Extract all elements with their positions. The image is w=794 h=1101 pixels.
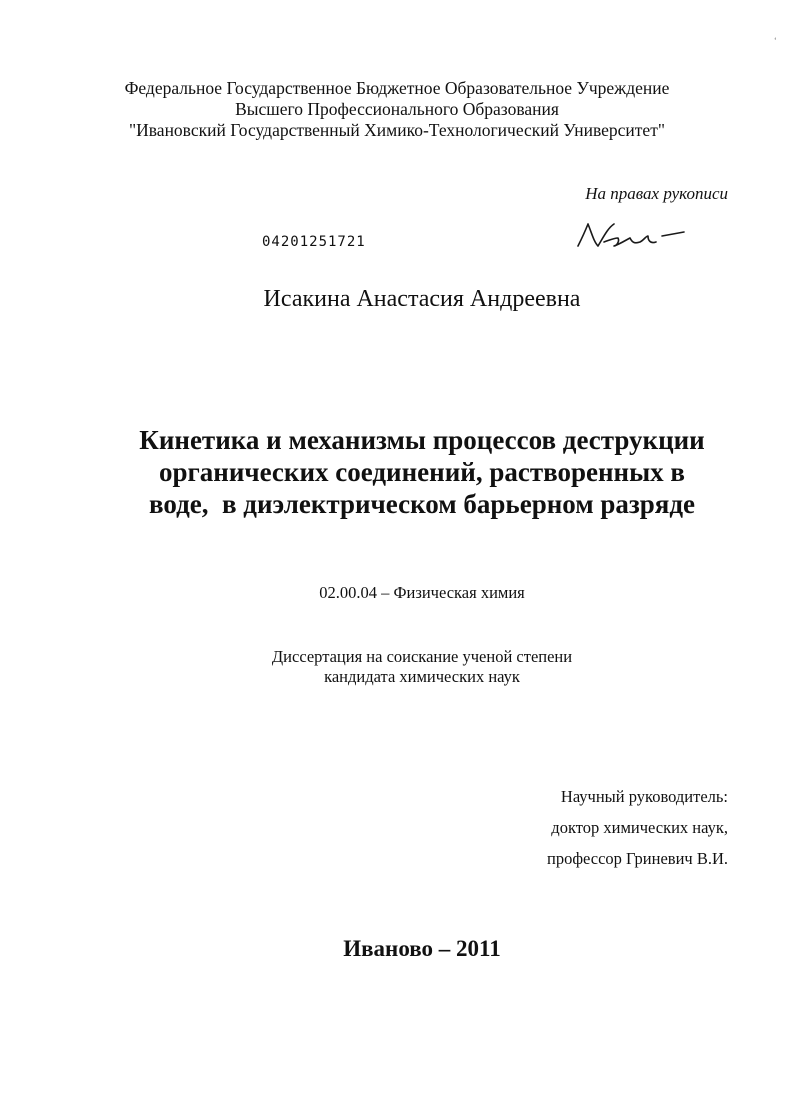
institution-line-2: Высшего Профессионального Образования [235,99,559,119]
institution-header [0,78,794,141]
title-line-2: органических соединений, растворенных в [159,457,685,487]
supervisor-line-1: Научный руководитель: [560,787,728,806]
degree-line-2: кандидата химических наук [324,667,520,686]
city-year: Иваново – 2011 [343,936,501,961]
scan-speck-icon: ‘ [774,36,777,45]
institution-line-3: "Ивановский Государственный Химико-Технологический Университет" [128,120,665,140]
supervisor-line-2: доктор химических наук, [551,818,728,837]
institution-line-1: Федеральное Государственное Бюджетное Образовательное Учреждение [124,78,670,98]
handwritten-signature-icon [574,212,694,262]
author-name: Исакина Анастасия Андреевна [263,286,581,312]
degree-line-1: Диссертация на соискание ученой степени [271,647,573,666]
dissertation-title [0,424,794,520]
specialty-code: 02.00.04 – Физическая химия [319,583,525,602]
title-line-3: воде, в диэлектрическом барьерном разряде [148,489,696,519]
catalog-number: 04201251721 [262,234,366,250]
title-line-1: Кинетика и механизмы процессов деструкции [139,425,705,455]
rights-note: На правах рукописи [585,184,728,203]
supervisor-block [547,781,728,874]
supervisor-line-3: профессор Гриневич В.И. [547,849,728,868]
degree-statement [0,647,794,687]
